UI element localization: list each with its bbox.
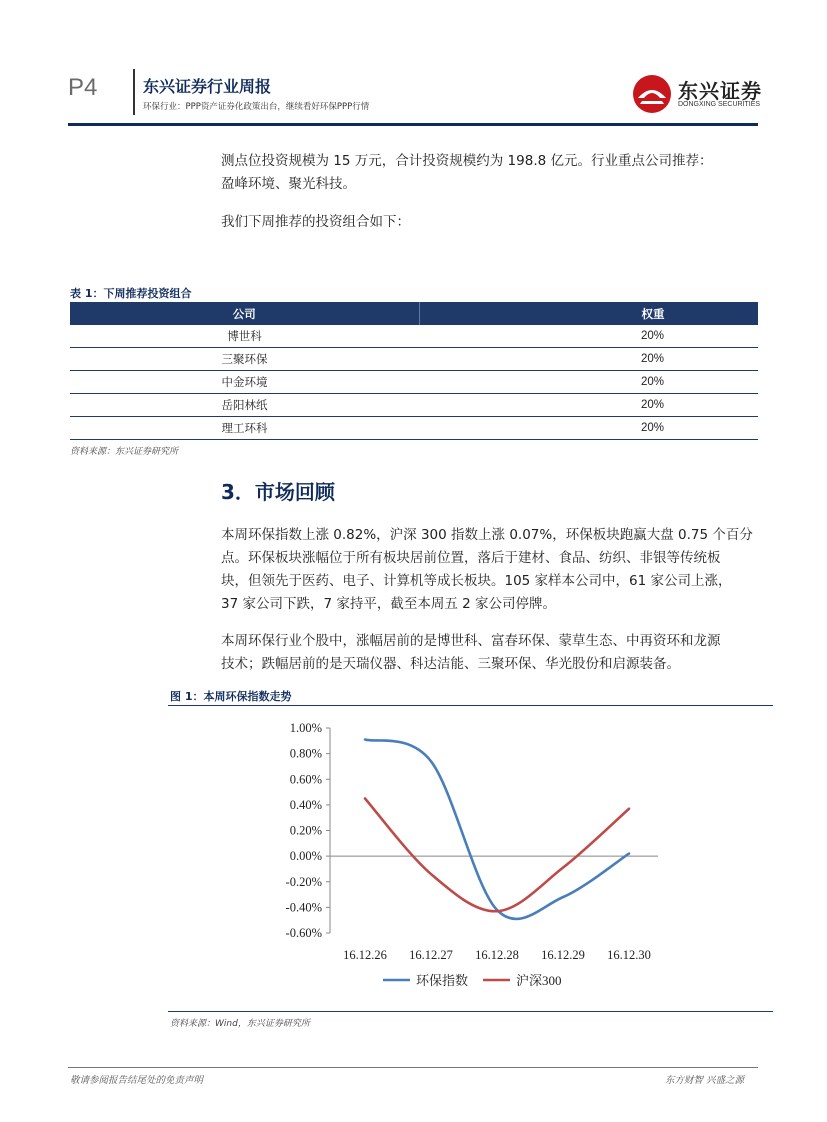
table-row [70,417,758,440]
table-row [70,394,758,417]
stocks-review-line-1: 本周环保行业个股中，涨幅居前的是博世科、富春环保、蒙草生态、中再资环和龙源 [221,633,721,649]
company-cell: 岳阳林纸 [70,394,419,417]
table-row [70,371,758,394]
table-row [70,325,758,348]
market-review-line-3: 块，但领先于医药、电子、计算机等成长板块。105 家样本公司中，61 家公司上涨， [221,573,732,589]
company-cell: 中金环境 [70,371,419,394]
weight-cell: 20% [419,325,758,348]
footer-slogan: 东方财智 兴盛之源 [665,1075,745,1086]
company-cell: 博世科 [70,325,419,348]
series-line-csi300 [365,798,629,911]
series-line-environmental-index [365,740,629,919]
y-tick-label: 1.00% [289,721,322,735]
market-review-line-2: 点。环保板块涨幅位于所有板块居前位置，落后于建材、食品、纺织、非银等传统板 [221,550,721,566]
logo-english: DONGXING SECURITIES [678,101,761,108]
portfolio-intro: 我们下周推荐的投资组合如下： [221,214,410,230]
intro-line-1: 测点位投资规模为 15 万元，合计投资规模约为 198.8 亿元。行业重点公司推荐： [221,153,713,169]
intro-line-2: 盈峰环境、聚光科技。 [221,176,356,192]
footer-rule [68,1067,758,1068]
logo-name: 东兴证券 [678,79,762,103]
y-tick-label: 0.20% [289,823,322,838]
y-tick-label: 0.80% [289,746,322,761]
stocks-review-line-2: 技术；跌幅居前的是天瑞仪器、科达洁能、三聚环保、华光股份和启源装备。 [221,656,680,672]
index-trend-chart [168,706,773,1006]
x-tick-label: 16.12.26 [343,948,387,962]
market-review-line-1: 本周环保指数上涨 0.82%，沪深 300 指数上涨 0.07%，环保板块跑赢大盘 0.75 个百分 [221,527,753,543]
report-subtitle: 环保行业：PPP资产证券化政策出台，继续看好环保PPP行情 [143,102,370,112]
disclaimer-note: 敬请参阅报告结尾处的免责声明 [70,1075,204,1086]
header-divider [133,69,135,115]
x-tick-label: 16.12.27 [409,948,453,962]
table-header-row [70,302,758,325]
x-tick-label: 16.12.28 [475,948,519,962]
table-source: 资料来源：东兴证券研究所 [70,447,179,457]
section-title: 3．市场回顾 [221,480,335,504]
table-row [70,348,758,371]
figure-caption: 图 1：本周环保指数走势 [170,690,292,703]
y-tick-label: -0.20% [285,874,322,889]
page-number: P4 [68,74,98,101]
x-tick-label: 16.12.29 [541,948,585,962]
header-rule [68,123,758,126]
x-tick-label: 16.12.30 [607,948,651,962]
legend-label: 沪深300 [516,973,562,988]
legend-label: 环保指数 [416,973,469,988]
weight-cell: 20% [419,371,758,394]
y-tick-label: 0.40% [289,797,322,812]
y-tick-label: -0.60% [285,926,322,940]
y-tick-label: 0.60% [289,772,322,787]
company-cell: 理工环科 [70,417,419,440]
company-cell: 三聚环保 [70,348,419,371]
market-review-line-4: 37 家公司下跌，7 家持平，截至本周五 2 家公司停牌。 [221,596,557,612]
weight-cell: 20% [419,417,758,440]
report-title: 东兴证券行业周报 [143,77,272,96]
y-tick-label: 0.00% [289,849,322,864]
weight-cell: 20% [419,348,758,371]
weight-cell: 20% [419,394,758,417]
figure-source: 资料来源：Wind，东兴证券研究所 [170,1019,310,1029]
y-tick-label: -0.40% [285,900,322,915]
table-caption: 表 1：下周推荐投资组合 [70,287,192,300]
column-header-weight: 权重 [419,302,758,325]
figure-bottom-rule [168,1011,773,1012]
column-header-company: 公司 [70,302,419,325]
portfolio-table [70,302,758,440]
